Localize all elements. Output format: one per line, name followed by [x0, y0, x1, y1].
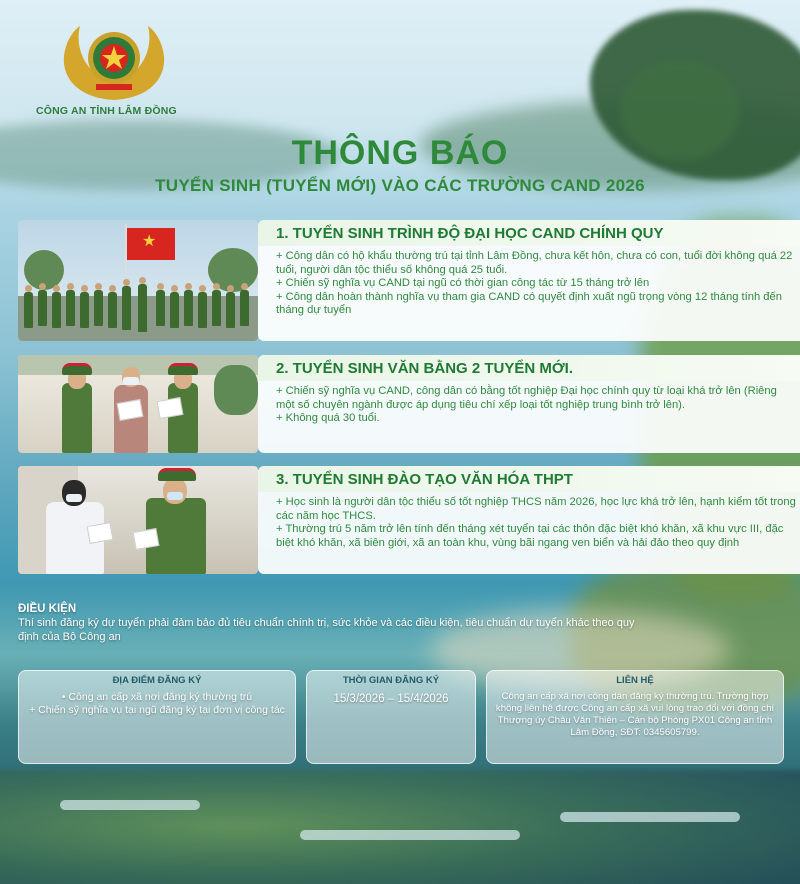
- list-item: + Học sinh là người dân tộc thiểu số tốt nghiệp THCS năm 2026, học lực khá trở lên, hạnh kiểm tốt trong các năm học THCS.: [276, 496, 796, 522]
- location-body: [27, 691, 287, 717]
- river-image: [300, 830, 520, 840]
- section-title: 2. TUYỂN SINH VĂN BẰNG 2 TUYỂN MỚI.: [276, 360, 573, 377]
- section-body: [276, 250, 796, 318]
- river-image: [560, 812, 740, 822]
- agency-name: CÔNG AN TỈNH LÂM ĐỒNG: [36, 105, 177, 117]
- section-body: [276, 496, 796, 550]
- list-item: + Chiến sỹ nghĩa vụ tại ngũ đăng ký tại đơn vị công tác: [29, 704, 285, 716]
- list-item: + Chiến sỹ nghĩa vụ CAND tại ngũ có thời gian công tác từ 15 tháng trở lên: [276, 277, 650, 290]
- section-title: 3. TUYỂN SINH ĐÀO TẠO VĂN HÓA THPT: [276, 471, 573, 488]
- section-high-school: [18, 466, 796, 574]
- location-title: ĐỊA ĐIỂM ĐĂNG KÝ: [112, 675, 202, 686]
- marching-soldiers-photo: [18, 220, 258, 341]
- list-item: + Công dân có hộ khẩu thường trú tại tỉnh Lâm Đồng, chưa kết hôn, chưa có con, tuổi đời không quá 22 tuổi, người dân tộc thiểu số không quá 25 tuổi.: [276, 250, 793, 276]
- contact-text: Công an cấp xã nơi công dân đăng ký thường trú. Trường hợp không liên hệ được Công an cấp xã vui lòng trao đổi với đồng chí Thượng úy Châu Văn Thiên – Cán bộ Phòng PX01 Công an tỉnh Lâm Đồng, SĐT: 0345605799.: [495, 691, 775, 738]
- list-item: • Công an cấp xã nơi đăng ký thường trú: [61, 691, 253, 703]
- contact-title: LIÊN HỆ: [616, 675, 654, 686]
- location-box: [18, 670, 296, 764]
- time-value: 15/3/2026 – 15/4/2026: [333, 693, 449, 705]
- time-box: [306, 670, 476, 764]
- conditions-title: ĐIỀU KIỆN: [18, 603, 77, 615]
- river-landscape-image: [0, 770, 800, 884]
- police-emblem-icon: [58, 22, 170, 104]
- star-icon: ★: [142, 233, 157, 250]
- page-title: THÔNG BÁO: [291, 134, 509, 172]
- conditions-text: Thí sinh đăng ký dự tuyển phải đảm bảo đủ tiêu chuẩn chính trị, sức khỏe và các điều kiện, tiêu chuẩn dự tuyển khác theo quy định của Bộ Công an: [18, 617, 635, 643]
- list-item: + Công dân hoàn thành nghĩa vụ tham gia CAND có quyết định xuất ngũ trọng vòng 12 tháng tính đến tháng dự tuyển: [276, 290, 782, 317]
- page-subtitle: TUYỂN SINH (TUYỂN MỚI) VÀO CÁC TRƯỜNG CAND 2026: [155, 176, 645, 195]
- list-item: + Chiến sỹ nghĩa vụ CAND, công dân có bằng tốt nghiệp Đại học chính quy từ loại khá trở lên (Riêng một số chuyên ngành được áp dụng tiêu chí xếp loại tốt nghiệp trung bình trở lên).: [276, 385, 777, 411]
- section-university: [18, 220, 793, 341]
- contact-box: [486, 670, 784, 764]
- section-second-degree: [18, 355, 786, 453]
- officers-citizen-photo: [18, 355, 258, 453]
- time-title: THỜI GIAN ĐĂNG KÝ: [342, 675, 440, 686]
- section-title: 1. TUYỂN SINH TRÌNH ĐỘ ĐẠI HỌC CAND CHÍNH QUY: [276, 225, 664, 242]
- section-card: [258, 355, 800, 453]
- officer-student-photo: [18, 466, 258, 574]
- river-image: [60, 800, 200, 810]
- section-card: [258, 220, 800, 341]
- list-item: + Thường trú 5 năm trở lên tính đến tháng xét tuyển tại các thôn đặc biệt khó khăn, xã khu vực III, đặc biệt khó khăn, xã biên giới, xã an toàn khu, vùng bãi ngang ven biển và hải đảo theo quy định: [276, 523, 784, 549]
- section-body: [276, 385, 796, 426]
- section-card: [258, 466, 800, 574]
- list-item: + Không quá 30 tuổi.: [276, 412, 380, 425]
- conditions-block: [18, 603, 718, 644]
